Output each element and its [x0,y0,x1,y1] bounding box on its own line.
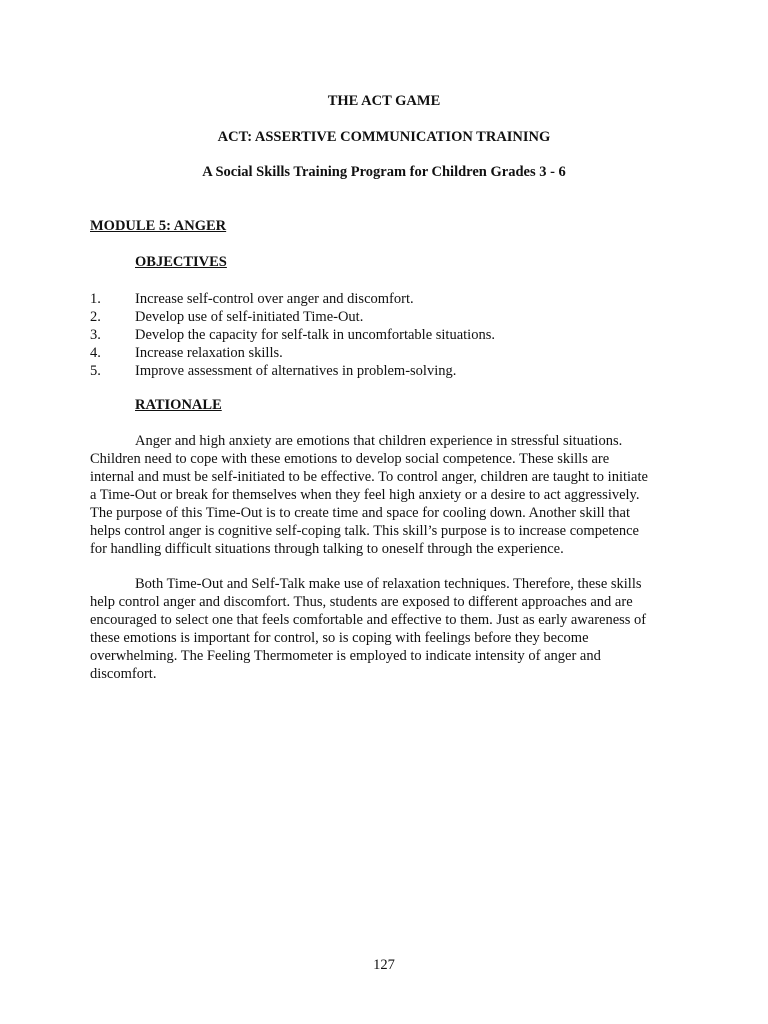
objective-item [90,362,495,380]
rationale-paragraph-2 [90,575,680,683]
paragraph-line: helps control anger is cognitive self-coping talk. This skill’s purpose is to increase competence [90,523,639,539]
paragraph-line: internal and must be self-initiated to be effective. To control anger, children are taught to initiate [90,469,648,485]
paragraph-line: The purpose of this Time-Out is to create time and space for cooling down. Another skill that [90,505,631,521]
objective-number: 3. [90,327,101,343]
paragraph-line: help control anger and discomfort. Thus, students are exposed to different approaches and are [90,594,633,610]
paragraph-line: encouraged to select one that feels comfortable and effective to them. Just as early awareness of [90,612,647,628]
objective-number: 4. [90,345,101,361]
document-title: THE ACT GAME [327,93,441,109]
objective-text: Improve assessment of alternatives in problem-solving. [135,363,457,379]
objective-number: 5. [90,363,101,379]
objective-item [90,290,495,308]
rationale-heading: RATIONALE [135,397,222,413]
objective-item [90,308,495,326]
objective-item [90,326,495,344]
paragraph-line: Both Time-Out and Self-Talk make use of relaxation techniques. Therefore, these skills [135,576,642,592]
paragraph-line: overwhelming. The Feeling Thermometer is employed to indicate intensity of anger and [90,648,601,664]
objective-number: 1. [90,291,101,307]
objective-text: Develop use of self-initiated Time-Out. [135,309,364,325]
paragraph-line: for handling difficult situations through talking to oneself through the experience. [90,541,564,557]
objectives-heading: OBJECTIVES [135,254,227,270]
program-description: A Social Skills Training Program for Children Grades 3 - 6 [202,164,566,180]
objective-number: 2. [90,309,101,325]
objective-item [90,344,495,362]
objective-text: Increase relaxation skills. [135,345,283,361]
paragraph-line: these emotions is important for control, so is coping with feelings before they become [90,630,589,646]
paragraph-line: a Time-Out or break for themselves when they feel high anxiety or a desire to act aggressively. [90,487,640,503]
paragraph-line: Anger and high anxiety are emotions that children experience in stressful situations. [135,433,623,449]
objective-text: Increase self-control over anger and discomfort. [135,291,414,307]
paragraph-line: Children need to cope with these emotions to develop social competence. These skills are [90,451,610,467]
page-number: 127 [373,957,395,973]
rationale-paragraph-1 [90,432,680,558]
objective-text: Develop the capacity for self-talk in uncomfortable situations. [135,327,495,343]
document-subtitle: ACT: ASSERTIVE COMMUNICATION TRAINING [217,129,551,145]
module-heading: MODULE 5: ANGER [90,218,227,234]
paragraph-line: discomfort. [90,666,157,682]
objectives-list [90,290,495,380]
